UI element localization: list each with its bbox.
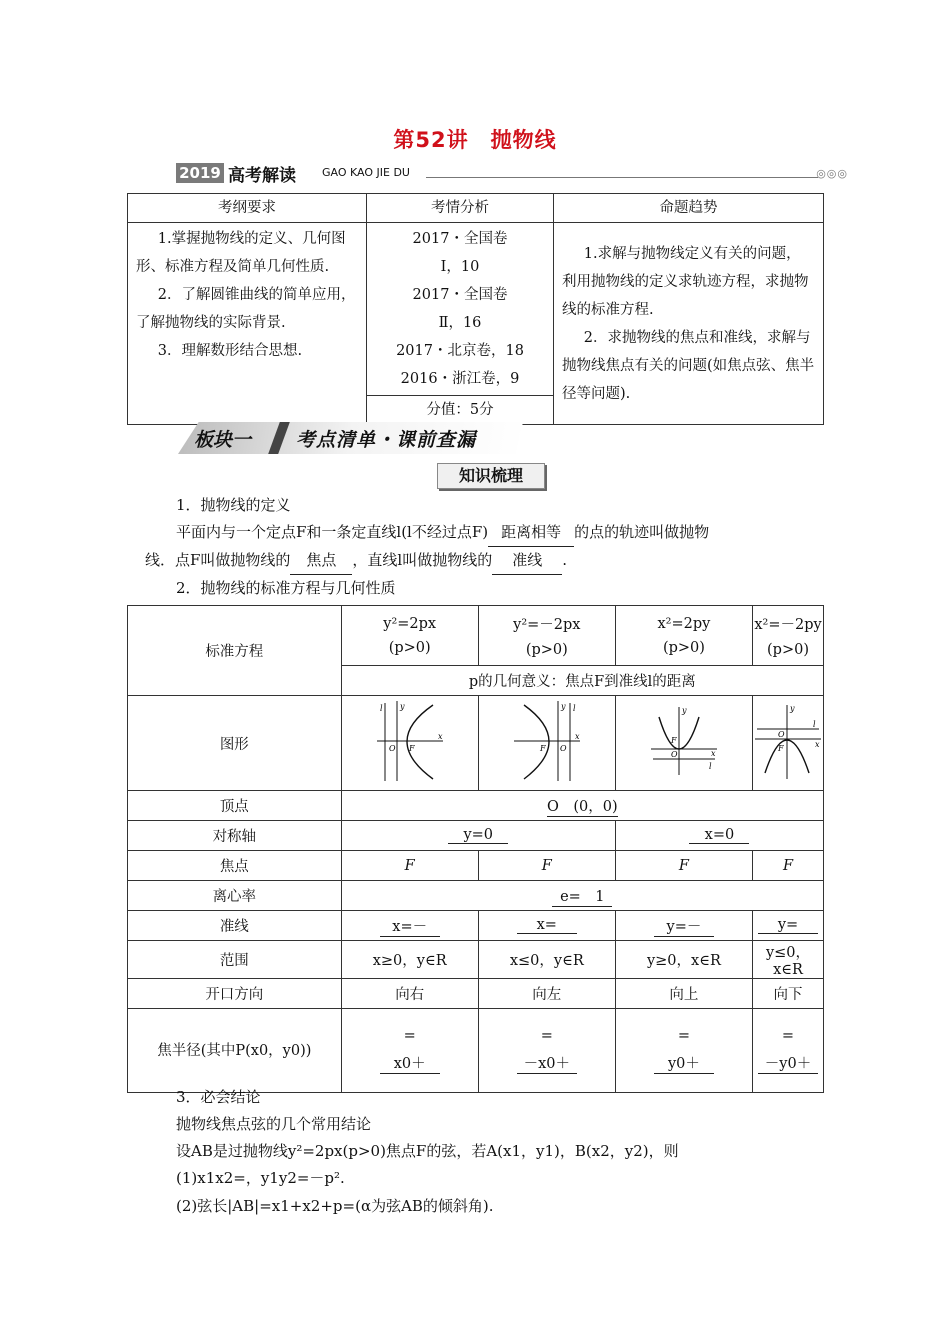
label-vertex: 顶点 bbox=[128, 791, 342, 821]
label-axis: 对称轴 bbox=[128, 821, 342, 851]
header-heading: 高考解读 bbox=[228, 166, 296, 186]
range-2: x≤0，y∈R bbox=[478, 941, 615, 979]
section-banner bbox=[178, 422, 523, 454]
header-pinyin: GAO KAO JIE DU bbox=[322, 166, 410, 179]
label-radius: 焦半径(其中P(x0，y0)) bbox=[128, 1009, 342, 1093]
radius-eq-4: = bbox=[781, 1027, 795, 1044]
requirements-cell bbox=[128, 223, 367, 425]
opening-3: 向上 bbox=[615, 979, 752, 1009]
svg-text:x: x bbox=[710, 749, 716, 758]
directrix-blank-1: x=－ bbox=[380, 915, 440, 937]
exam-header-analysis: 考情分析 bbox=[367, 194, 554, 223]
analysis-1: 2017・全国卷Ⅰ，10 bbox=[412, 231, 508, 275]
eq-cell-3 bbox=[615, 606, 752, 666]
svg-text:F: F bbox=[408, 744, 415, 753]
axis-x-blank: y=0 bbox=[448, 827, 508, 844]
directrix-blank-3: y=－ bbox=[654, 915, 714, 937]
requirement-1: 1.掌握抛物线的定义、几何图形、标准方程及简单几何性质. bbox=[136, 231, 346, 275]
radius-eq-2: = bbox=[540, 1027, 553, 1044]
trend-2: 2．求抛物线的焦点和准线，求解与抛物线焦点有关的问题(如焦点弦、焦半径等问题). bbox=[562, 329, 815, 402]
header-bar bbox=[176, 163, 848, 186]
label-directrix: 准线 bbox=[128, 911, 342, 941]
exam-table bbox=[127, 193, 824, 425]
property-table bbox=[127, 605, 824, 1093]
ecc-blank: e= 1 bbox=[552, 885, 612, 907]
opening-1: 向右 bbox=[341, 979, 478, 1009]
radius-2 bbox=[478, 1009, 615, 1093]
radius-blank-4: －y0＋ bbox=[758, 1052, 818, 1074]
svg-text:y: y bbox=[681, 706, 687, 715]
s3-line1: 设AB是过抛物线y²=2px(p>0)焦点F的弦，若A(x1，y1)，B(x2，y2)，则 bbox=[176, 1142, 679, 1160]
score-cell: 分值：5分 bbox=[367, 396, 554, 425]
svg-text:O: O bbox=[778, 730, 785, 739]
parabola-up-graph bbox=[649, 699, 719, 783]
directrix-4 bbox=[753, 911, 824, 941]
s3-line3: (2)弦长|AB|=x1+x2+p=(α为弦AB的倾斜角). bbox=[176, 1197, 494, 1215]
analysis-2: 2017・全国卷Ⅱ，16 bbox=[412, 287, 508, 331]
radius-1 bbox=[341, 1009, 478, 1093]
s1-line2-b: ，直线l叫做抛物线的 bbox=[352, 551, 493, 569]
opening-2: 向左 bbox=[478, 979, 615, 1009]
eq-1: y²=2px bbox=[383, 615, 437, 632]
svg-text:l: l bbox=[379, 704, 383, 713]
requirement-3: 3．理解数形结合思想. bbox=[157, 343, 303, 359]
label-focus: 焦点 bbox=[128, 851, 342, 881]
s1-line1 bbox=[176, 519, 709, 547]
focus-2: F bbox=[478, 851, 615, 881]
eq-4: x²=－2py bbox=[754, 617, 822, 633]
knowledge-tag: 知识梳理 bbox=[437, 463, 545, 489]
radius-eq-3: = bbox=[677, 1027, 690, 1044]
radius-3 bbox=[615, 1009, 752, 1093]
svg-text:x: x bbox=[574, 732, 580, 741]
s1-line1-b: 的点的轨迹叫做抛物 bbox=[574, 523, 710, 541]
range-1: x≥0，y∈R bbox=[341, 941, 478, 979]
s3-line2: (1)x1x2=，y1y2=－p². bbox=[176, 1169, 345, 1187]
p-meaning: p的几何意义：焦点F到准线l的距离 bbox=[341, 666, 823, 696]
axis-y-blank: x=0 bbox=[689, 827, 749, 844]
graph-up bbox=[615, 696, 752, 791]
radius-blank-1: x0＋ bbox=[380, 1052, 440, 1074]
axis-y bbox=[615, 821, 823, 851]
svg-text:O: O bbox=[559, 744, 567, 753]
focus-1: F bbox=[341, 851, 478, 881]
banner-part1: 板块一 bbox=[194, 429, 252, 451]
svg-text:O: O bbox=[670, 750, 678, 759]
directrix-2 bbox=[478, 911, 615, 941]
svg-text:O: O bbox=[388, 744, 396, 753]
directrix-3 bbox=[615, 911, 752, 941]
dots-icon: ◎◎◎ bbox=[816, 167, 848, 180]
ecc-value bbox=[341, 881, 823, 911]
s3-sub: 抛物线焦点弦的几个常用结论 bbox=[176, 1115, 372, 1133]
s1-line1-a: 平面内与一个定点F和一条定直线l(l不经过点F) bbox=[176, 523, 489, 541]
requirement-2: 2．了解圆锥曲线的简单应用，了解抛物线的实际背景. bbox=[136, 287, 356, 331]
analysis-cell bbox=[367, 223, 554, 396]
label-opening: 开口方向 bbox=[128, 979, 342, 1009]
banner-part2: 考点清单・课前查漏 bbox=[296, 429, 477, 451]
graph-left bbox=[478, 696, 615, 791]
eq-cell-4 bbox=[753, 606, 824, 666]
directrix-1 bbox=[341, 911, 478, 941]
trend-1: 1.求解与抛物线定义有关的问题，利用抛物线的定义求轨迹方程，求抛物线的标准方程. bbox=[562, 245, 809, 318]
s1-heading: 1．抛物线的定义 bbox=[176, 496, 291, 514]
svg-text:l: l bbox=[813, 720, 816, 729]
focus-4: F bbox=[753, 851, 824, 881]
vertex-blank: O (0，0) bbox=[547, 795, 618, 817]
radius-blank-2: －x0＋ bbox=[517, 1052, 577, 1074]
eq-cell-1 bbox=[341, 606, 478, 666]
analysis-4: 2016・浙江卷，9 bbox=[400, 371, 520, 387]
trend-cell bbox=[554, 223, 824, 425]
svg-text:F: F bbox=[670, 736, 677, 745]
label-ecc: 离心率 bbox=[128, 881, 342, 911]
blank-focus: 焦点 bbox=[290, 547, 352, 575]
cond-3: (p>0) bbox=[662, 639, 705, 656]
blank-directrix: 准线 bbox=[492, 547, 562, 575]
year-badge: 2019 bbox=[176, 163, 224, 183]
cond-1: (p>0) bbox=[388, 639, 431, 656]
svg-text:x: x bbox=[437, 732, 443, 741]
svg-text:l: l bbox=[708, 762, 712, 771]
graph-right bbox=[341, 696, 478, 791]
radius-blank-3: y0＋ bbox=[654, 1052, 714, 1074]
svg-text:F: F bbox=[778, 744, 784, 753]
radius-4 bbox=[753, 1009, 824, 1093]
cond-4: (p>0) bbox=[767, 642, 809, 658]
eq-3: x²=2py bbox=[657, 615, 711, 632]
s3-heading: 3．必会结论 bbox=[176, 1088, 261, 1106]
parabola-left-graph bbox=[512, 699, 582, 783]
directrix-blank-2: x= bbox=[517, 917, 577, 934]
svg-text:y: y bbox=[560, 702, 566, 711]
parabola-down-graph bbox=[753, 699, 823, 783]
svg-text:F: F bbox=[539, 744, 546, 753]
opening-4: 向下 bbox=[753, 979, 824, 1009]
vertex-value bbox=[341, 791, 823, 821]
page-title: 第52讲 抛物线 bbox=[393, 128, 557, 152]
eq-cell-2 bbox=[478, 606, 615, 666]
label-equation: 标准方程 bbox=[128, 606, 342, 696]
parabola-right-graph bbox=[375, 699, 445, 783]
s2-heading: 2．抛物线的标准方程与几何性质 bbox=[176, 579, 396, 597]
svg-text:l: l bbox=[572, 704, 576, 713]
cond-2: (p>0) bbox=[525, 642, 568, 658]
svg-text:x: x bbox=[815, 740, 820, 749]
header-rule bbox=[426, 177, 818, 178]
label-range: 范围 bbox=[128, 941, 342, 979]
range-4: y≤0，x∈R bbox=[753, 941, 824, 979]
directrix-blank-4: y= bbox=[758, 917, 818, 934]
range-3: y≥0，x∈R bbox=[615, 941, 752, 979]
s1-line2-c: . bbox=[562, 551, 568, 569]
exam-header-trend: 命题趋势 bbox=[554, 194, 824, 223]
blank-distance: 距离相等 bbox=[488, 519, 574, 547]
analysis-3: 2017・北京卷，18 bbox=[396, 343, 524, 359]
exam-header-req: 考纲要求 bbox=[128, 194, 367, 223]
axis-x bbox=[341, 821, 615, 851]
focus-3: F bbox=[615, 851, 752, 881]
radius-eq-1: = bbox=[403, 1027, 416, 1044]
svg-text:y: y bbox=[790, 704, 795, 713]
label-graph: 图形 bbox=[128, 696, 342, 791]
graph-down bbox=[753, 696, 824, 791]
svg-text:y: y bbox=[399, 702, 405, 711]
s1-line2-a: 线．点F叫做抛物线的 bbox=[145, 551, 291, 569]
eq-2: y²=－2px bbox=[513, 617, 581, 633]
s1-line2 bbox=[145, 547, 567, 575]
